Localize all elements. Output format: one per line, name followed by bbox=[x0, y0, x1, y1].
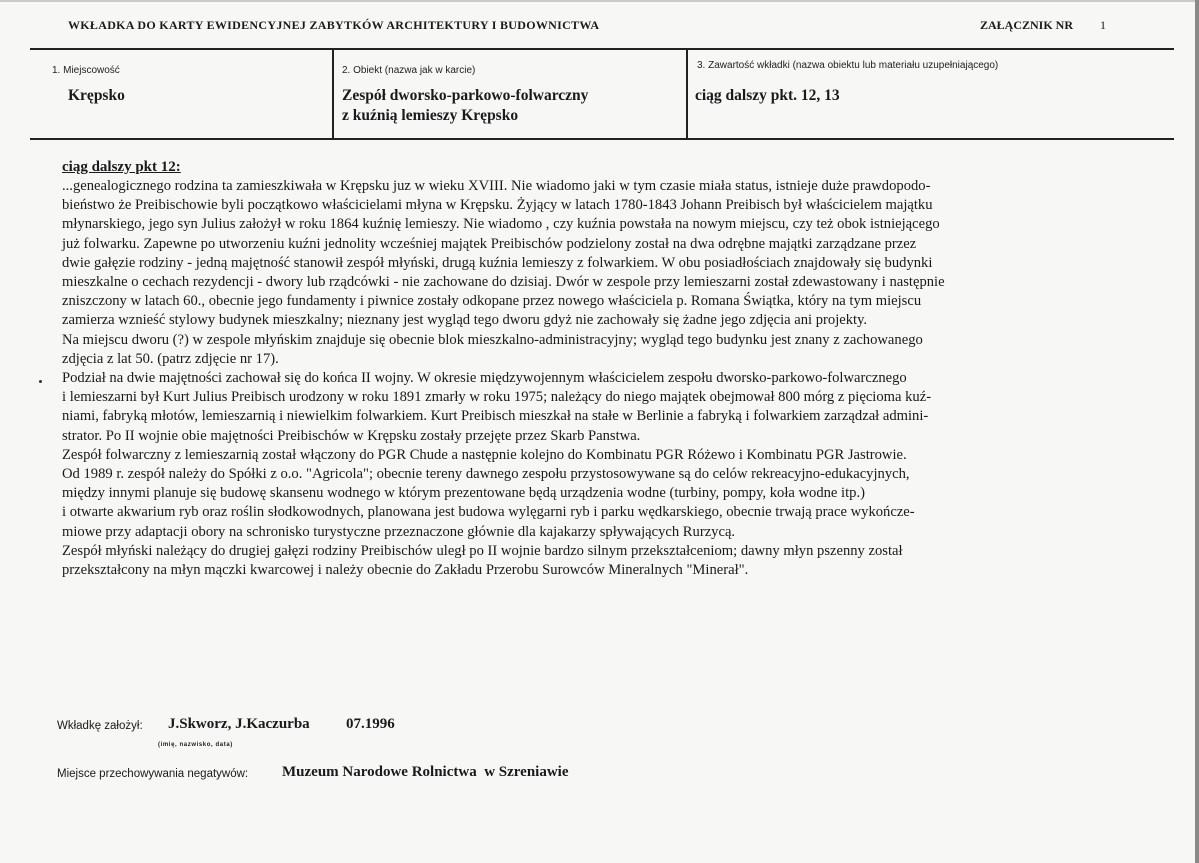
body-line: Od 1989 r. zespół należy do Spółki z o.o. "Agricola"; obecnie tereny dawnego zespołu przystosowywane są do celów rekreacyjno-edukacyjnych, bbox=[62, 466, 910, 483]
header-divider-top bbox=[30, 48, 1174, 50]
locality-value: Krępsko bbox=[68, 87, 125, 104]
section-heading: ciąg dalszy pkt 12: bbox=[62, 159, 181, 175]
object-value-line-1: Zespół dworsko-parkowo-folwarczny bbox=[342, 87, 589, 104]
margin-dot bbox=[39, 380, 42, 383]
body-line: niami, fabryką młotów, lemieszarnią i niewielkim folwarkiem. Kurt Preibisch mieszkał na stałe w Berlinie a fabryką i folwarkiem zarządzał admini- bbox=[62, 408, 929, 425]
contents-value: ciąg dalszy pkt. 12, 13 bbox=[695, 87, 840, 104]
body-line: i lemieszarni był Kurt Julius Preibisch urodzony w roku 1891 zmarły w roku 1975; należący do niego majątek obejmował 800 mórg z pięcioma kuź- bbox=[62, 389, 932, 406]
body-line: strator. Po II wojnie obie majętności Preibischów w Krępsku zostały przejęte przez Skarb Panstwa. bbox=[62, 427, 641, 444]
body-line: mieszkalne o cechach rezydencji - dwory lub rządcówki - nie zachowane do dzisiaj. Dwór w zespole przy lemieszarni został zdewastowany i następnie bbox=[62, 274, 945, 291]
author-hint: (imię, nazwisko, data) bbox=[158, 742, 233, 748]
body-line: przekształcony na młyn mączki kwarcowej i należy obecnie do Zakładu Przerobu Surowców Mineralnych "Minerał". bbox=[62, 562, 749, 579]
body-line: młynarskiego, jego syn Julius założył w roku 1864 kuźnię lemieszy. Nie wiadomo , czy kuźnia powstała na nowym miejscu, czy też obok istniejącego bbox=[62, 216, 940, 233]
body-line: Zespół młyński należący do drugiej gałęzi rodziny Preibischów uległ po II wojnie bardzo silnym przekształceniom; dawny młyn pszenny został bbox=[62, 542, 903, 559]
body-line: zamierza wznieść stylowy budynek mieszkalny; nieznany jest wygląd tego dworu gdyż nie zachowały się żadne jego zdjęcia ani projekty. bbox=[62, 312, 868, 329]
body-line: zniszczony w latach 60., obecnie jego fundamenty i piwnice zostały odkopane przez nowego właściciela p. Romana Świątka, który na tym miejscu bbox=[62, 293, 922, 310]
body-line: Zespół folwarczny z lemieszarnią został włączony do PGR Chude a następnie kolejno do Kombinatu PGR Różewo i Kombinatu PGR Jastrowie. bbox=[62, 446, 907, 463]
annex-label: ZAŁĄCZNIK NR bbox=[980, 18, 1074, 32]
body-line: Na miejscu dworu (?) w zespole młyńskim znajduje się obecnie blok mieszkalno-administracyjny; wygląd tego budynku jest znany z zachowanego bbox=[62, 331, 923, 348]
locality-label: 1. Miejscowość bbox=[52, 65, 120, 76]
column-divider-1 bbox=[332, 48, 334, 139]
contents-label: 3. Zawartość wkładki (nazwa obiektu lub materiału uzupełniającego) bbox=[697, 60, 999, 71]
object-value bbox=[342, 86, 588, 126]
body-line: i otwarte akwarium ryb oraz roślin słodkowodnych, planowana jest budowa wylęgarni ryb i parku wędkarskiego, obecnie trwają prace wykończe- bbox=[62, 504, 915, 521]
header-divider-bottom bbox=[30, 138, 1174, 140]
author-label: Wkładkę założył: bbox=[57, 720, 143, 732]
column-divider-2 bbox=[686, 48, 688, 139]
body-line: między innymi planuje się budowę skansenu wodnego w którym prezentowane będą urządzenia wodne (turbiny, pompy, koła wodne itp.) bbox=[62, 485, 865, 502]
object-value-line-2: z kuźnią lemieszy Krępsko bbox=[342, 107, 519, 124]
body-line: miowe przy adaptacji obory na schronisko turystyczne przeznaczone głównie dla kajakarzy spływających Rurzycą. bbox=[62, 523, 736, 540]
author-date: 07.1996 bbox=[346, 716, 395, 732]
negatives-label: Miejsce przechowywania negatywów: bbox=[57, 768, 249, 780]
body-line: zdjęcia z lat 50. (patrz zdjęcie nr 17). bbox=[62, 350, 279, 367]
annex-number: 1 bbox=[1100, 18, 1106, 32]
body-line: już folwarku. Zapewne po utworzeniu kuźni jednolity wcześniej majątek Preibischów podzielony został na dwa odrębne majątki zarządzane przez bbox=[62, 235, 917, 252]
object-label: 2. Obiekt (nazwa jak w karcie) bbox=[342, 65, 476, 76]
scan-edge-right bbox=[1195, 0, 1199, 863]
body-line: Podział na dwie majętności zachował się do końca II wojny. W okresie międzywojennym właścicielem zespołu dworsko-parkowo-folwarcznego bbox=[62, 370, 907, 387]
body-line: ...genealogicznego rodzina ta zamieszkiwała w Krępsku juz w wieku XVIII. Nie wiadomo jaki w tym czasie miała status, istnieje duże prawdopodo- bbox=[62, 178, 931, 194]
body-line: bieństwo że Preibischowie byli początkowo właścicielami młyna w Krępsku. Żyjący w latach 1780-1843 Johann Preibisch był właścicielem majątku bbox=[62, 197, 933, 214]
body-text bbox=[62, 177, 1134, 580]
scan-edge-top bbox=[0, 0, 1199, 2]
body-line: dwie gałęzie rodziny - jedną majętność stanowił zespół młyński, drugą kuźnia lemieszy z folwarkiem. W obu posiadłościach znajdowały się budynki bbox=[62, 254, 933, 271]
author-value: J.Skworz, J.Kaczurba bbox=[168, 716, 310, 732]
negatives-value: Muzeum Narodowe Rolnictwa w Szreniawie bbox=[282, 764, 569, 780]
form-title: WKŁADKA DO KARTY EWIDENCYJNEJ ZABYTKÓW ARCHITEKTURY I BUDOWNICTWA bbox=[68, 18, 600, 32]
